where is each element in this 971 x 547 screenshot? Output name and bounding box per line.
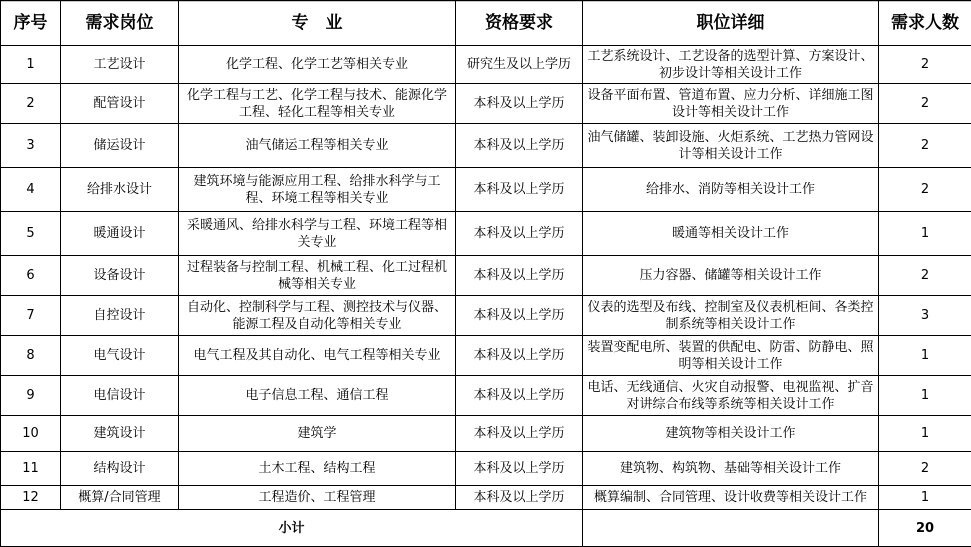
header-major: 专 业	[179, 1, 456, 46]
cell-post: 电信设计	[61, 376, 179, 416]
cell-count: 2	[879, 168, 971, 212]
table-row	[1, 212, 971, 256]
cell-major: 电子信息工程、通信工程	[179, 376, 456, 416]
cell-details: 电话、无线通信、火灾自动报警、电视监视、扩音对讲综合布线等系统等相关设计工作	[583, 376, 879, 416]
cell-post: 暖通设计	[61, 212, 179, 256]
table-row	[1, 376, 971, 416]
cell-post: 建筑设计	[61, 416, 179, 452]
cell-count: 1	[879, 486, 971, 510]
cell-major: 电气工程及其自动化、电气工程等相关专业	[179, 336, 456, 376]
table-row	[1, 124, 971, 168]
cell-qualification: 本科及以上学历	[456, 84, 583, 124]
cell-count: 2	[879, 46, 971, 84]
cell-details: 给排水、消防等相关设计工作	[583, 168, 879, 212]
cell-count: 1	[879, 336, 971, 376]
cell-index: 2	[1, 84, 61, 124]
cell-details: 概算编制、合同管理、设计收费等相关设计工作	[583, 486, 879, 510]
cell-details: 建筑物等相关设计工作	[583, 416, 879, 452]
cell-post: 自控设计	[61, 296, 179, 336]
cell-count: 2	[879, 452, 971, 486]
header-row	[1, 1, 971, 46]
cell-qualification: 本科及以上学历	[456, 124, 583, 168]
total-value: 20	[879, 510, 971, 547]
cell-count: 1	[879, 416, 971, 452]
cell-count: 2	[879, 124, 971, 168]
cell-index: 5	[1, 212, 61, 256]
cell-index: 12	[1, 486, 61, 510]
cell-details: 压力容器、储罐等相关设计工作	[583, 256, 879, 296]
cell-qualification: 本科及以上学历	[456, 256, 583, 296]
cell-major: 建筑环境与能源应用工程、给排水科学与工程、环境工程等相关专业	[179, 168, 456, 212]
table-row	[1, 336, 971, 376]
table-row	[1, 452, 971, 486]
cell-index: 7	[1, 296, 61, 336]
cell-index: 11	[1, 452, 61, 486]
header-post: 需求岗位	[61, 1, 179, 46]
cell-qualification: 研究生及以上学历	[456, 46, 583, 84]
cell-details: 建筑物、构筑物、基础等相关设计工作	[583, 452, 879, 486]
cell-count: 2	[879, 84, 971, 124]
cell-details: 油气储罐、装卸设施、火炬系统、工艺热力管网设计等相关设计工作	[583, 124, 879, 168]
table-row	[1, 84, 971, 124]
cell-major: 化学工程、化学工艺等相关专业	[179, 46, 456, 84]
cell-index: 9	[1, 376, 61, 416]
header-qualification: 资格要求	[456, 1, 583, 46]
cell-details: 设备平面布置、管道布置、应力分析、详细施工图设计等相关设计工作	[583, 84, 879, 124]
cell-post: 给排水设计	[61, 168, 179, 212]
cell-qualification: 本科及以上学历	[456, 486, 583, 510]
cell-post: 配管设计	[61, 84, 179, 124]
total-row	[1, 510, 971, 547]
table-row	[1, 256, 971, 296]
table-row	[1, 296, 971, 336]
cell-post: 电气设计	[61, 336, 179, 376]
cell-major: 工程造价、工程管理	[179, 486, 456, 510]
cell-post: 结构设计	[61, 452, 179, 486]
header-details: 职位详细	[583, 1, 879, 46]
cell-qualification: 本科及以上学历	[456, 168, 583, 212]
cell-major: 采暖通风、给排水科学与工程、环境工程等相关专业	[179, 212, 456, 256]
total-spacer-cell	[583, 510, 879, 547]
cell-post: 概算/合同管理	[61, 486, 179, 510]
cell-qualification: 本科及以上学历	[456, 376, 583, 416]
cell-qualification: 本科及以上学历	[456, 296, 583, 336]
cell-count: 1	[879, 212, 971, 256]
cell-major: 建筑学	[179, 416, 456, 452]
cell-count: 3	[879, 296, 971, 336]
cell-qualification: 本科及以上学历	[456, 452, 583, 486]
header-index: 序号	[1, 1, 61, 46]
table-row	[1, 46, 971, 84]
cell-major: 过程装备与控制工程、机械工程、化工过程机械等相关专业	[179, 256, 456, 296]
cell-post: 工艺设计	[61, 46, 179, 84]
cell-count: 1	[879, 376, 971, 416]
cell-major: 自动化、控制科学与工程、测控技术与仪器、能源工程及自动化等相关专业	[179, 296, 456, 336]
cell-index: 10	[1, 416, 61, 452]
cell-qualification: 本科及以上学历	[456, 336, 583, 376]
cell-details: 工艺系统设计、工艺设备的选型计算、方案设计、初步设计等相关设计工作	[583, 46, 879, 84]
cell-major: 化学工程与工艺、化学工程与技术、能源化学工程、轻化工程等相关专业	[179, 84, 456, 124]
cell-qualification: 本科及以上学历	[456, 416, 583, 452]
total-label: 小计	[1, 510, 583, 547]
cell-post: 设备设计	[61, 256, 179, 296]
cell-details: 暖通等相关设计工作	[583, 212, 879, 256]
table-row	[1, 486, 971, 510]
cell-index: 1	[1, 46, 61, 84]
cell-index: 4	[1, 168, 61, 212]
cell-index: 8	[1, 336, 61, 376]
cell-index: 3	[1, 124, 61, 168]
cell-major: 油气储运工程等相关专业	[179, 124, 456, 168]
header-count: 需求人数	[879, 1, 971, 46]
cell-details: 装置变配电所、装置的供配电、防雷、防静电、照明等相关设计工作	[583, 336, 879, 376]
cell-details: 仪表的选型及布线、控制室及仪表机柜间、各类控制系统等相关设计工作	[583, 296, 879, 336]
cell-index: 6	[1, 256, 61, 296]
table-row	[1, 168, 971, 212]
table-row	[1, 416, 971, 452]
cell-major: 土木工程、结构工程	[179, 452, 456, 486]
cell-qualification: 本科及以上学历	[456, 212, 583, 256]
cell-count: 2	[879, 256, 971, 296]
cell-post: 储运设计	[61, 124, 179, 168]
